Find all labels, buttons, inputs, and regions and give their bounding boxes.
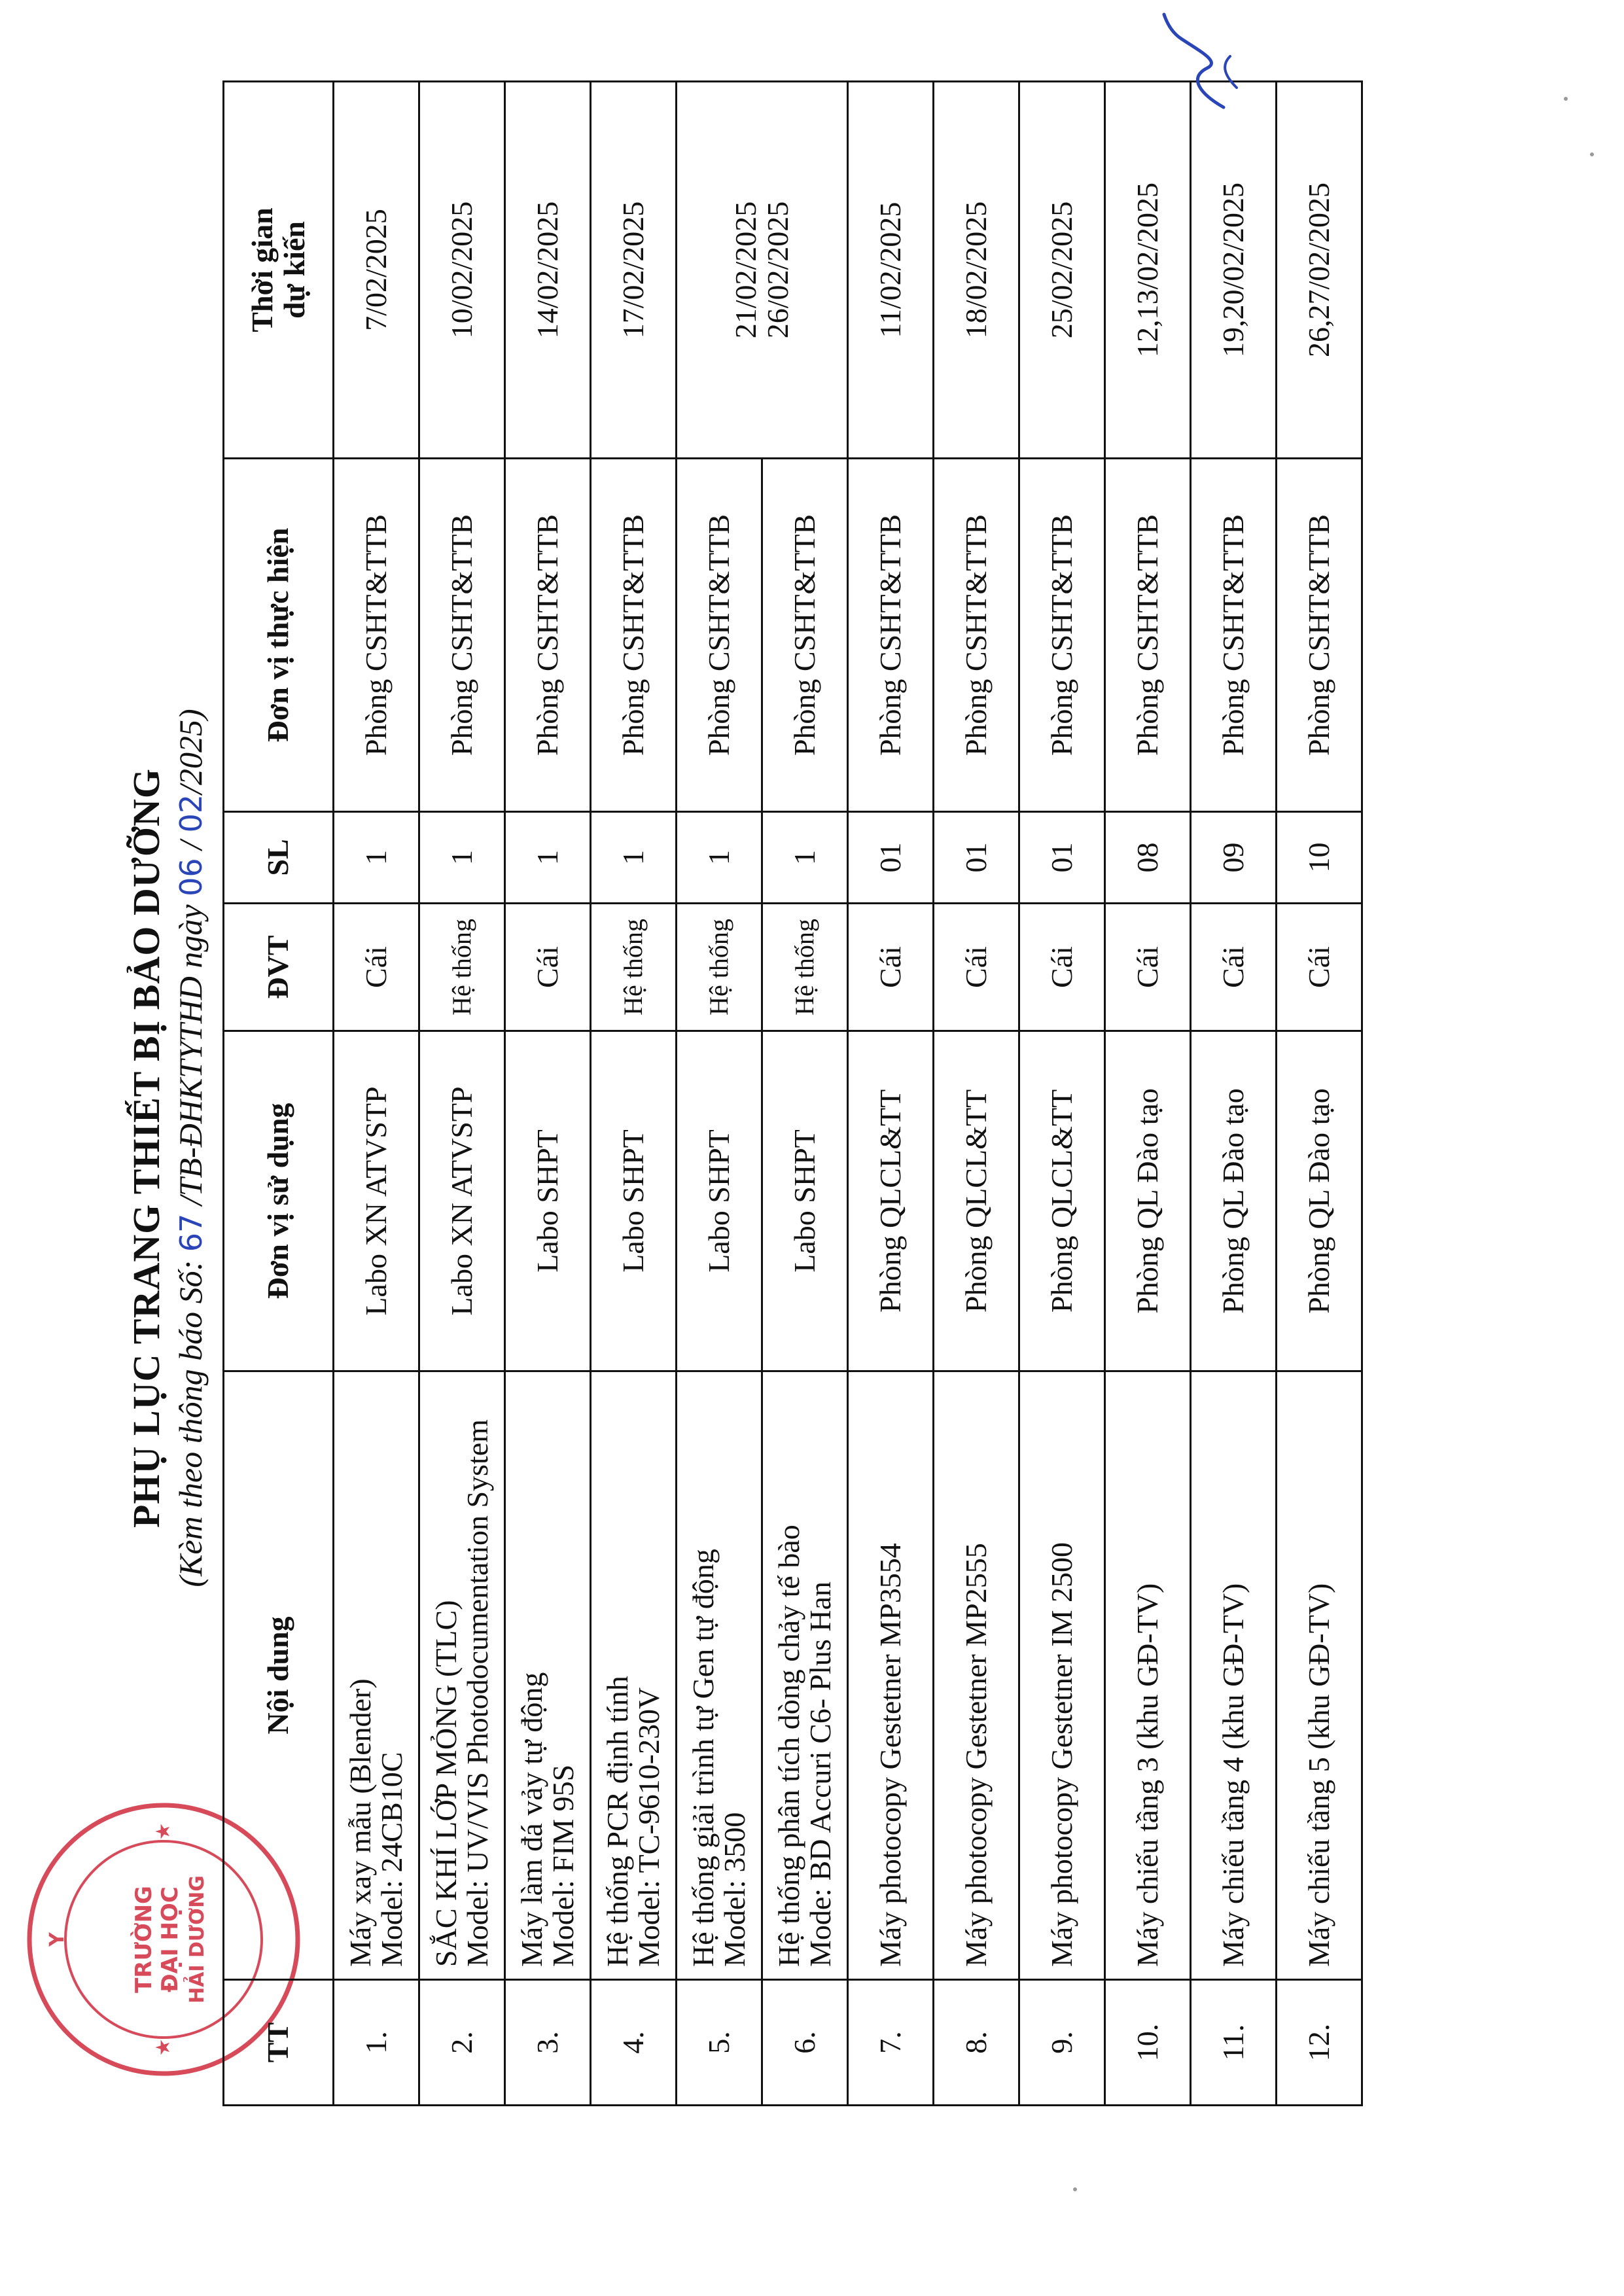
header-thoi-gian-line2: dự kiến [277, 221, 311, 319]
document-title: PHỤ LỤC TRANG THIẾT BỊ BẢO DƯỠNG [125, 768, 168, 1528]
svg-text:HẢI DƯƠNG: HẢI DƯƠNG [186, 1875, 209, 2004]
row-content: Máy photocopy Gestetner MP3554 [848, 1371, 934, 1980]
table-row [1019, 82, 1105, 2106]
row-content: Máy photocopy Gestetner IM 2500 [1019, 1371, 1105, 1980]
table-header-row [224, 82, 334, 2106]
svg-text:★: ★ [152, 2038, 175, 2057]
row-tt: 3. [505, 1980, 591, 2106]
handwritten-day: 06 [173, 858, 209, 896]
header-don-vi-su-dung: Đơn vị sử dụng [224, 1031, 334, 1371]
row-content-line1: Máy xay mẫu (Blender) [343, 1678, 377, 1967]
row-sl: 1 [505, 812, 591, 904]
row-date: 17/02/2025 [591, 82, 677, 459]
row-content-line1: Hệ thống giải trình tự Gen tự động [686, 1549, 720, 1967]
table-row [505, 82, 591, 2106]
row-exec: Phòng CSHT&TTB [334, 459, 419, 812]
row-content [762, 1371, 848, 1980]
row-exec: Phòng CSHT&TTB [1105, 459, 1191, 812]
row-date: 10/02/2025 [419, 82, 505, 459]
row-tt: 2. [419, 1980, 505, 2106]
handwritten-initial-mark [1161, 9, 1246, 114]
row-dvt: Cái [505, 904, 591, 1031]
row-dvt: Hệ thống [591, 904, 677, 1031]
header-noi-dung: Nội dung [224, 1371, 334, 1980]
row-exec: Phòng CSHT&TTB [1277, 459, 1362, 812]
table-row [1277, 82, 1362, 2106]
header-tt: TT [224, 1980, 334, 2106]
row-tt: 6. [762, 1980, 848, 2106]
svg-text:TRƯỜNG: TRƯỜNG [131, 1886, 157, 1993]
row-date: 26,27/02/2025 [1277, 82, 1362, 459]
row-dvt: Cái [334, 904, 419, 1031]
row-content-line1: Hệ thống phân tích dòng chảy tế bào [771, 1525, 805, 1967]
row-content-line2: Model: UV/VIS Photodocumentation System [461, 1419, 494, 1967]
row-exec: Phòng CSHT&TTB [1019, 459, 1105, 812]
row-exec: Phòng CSHT&TTB [419, 459, 505, 812]
table-row [1191, 82, 1277, 2106]
row-unit-use: Phòng QL Đào tạo [1277, 1031, 1362, 1371]
subtitle-suffix: /2025) [172, 709, 209, 794]
row-tt: 12. [1277, 1980, 1362, 2106]
row-exec: Phòng CSHT&TTB [591, 459, 677, 812]
row-unit-use: Phòng QL Đào tạo [1105, 1031, 1191, 1371]
row-sl: 1 [334, 812, 419, 904]
equipment-table [222, 80, 1363, 2106]
document-subtitle: (Kèm theo thông báo Số: 67 /TB-ĐHKTYTHD ngày 06 / 02/2025) [172, 709, 209, 1587]
row-tt: 7. [848, 1980, 934, 2106]
row-unit-use: Labo XN ATVSTP [419, 1031, 505, 1371]
row-dvt: Cái [934, 904, 1019, 1031]
subtitle-prefix: (Kèm theo thông báo Số: [172, 1260, 209, 1587]
row-sl: 1 [419, 812, 505, 904]
row-exec: Phòng CSHT&TTB [1191, 459, 1277, 812]
header-don-vi-thuc-hien: Đơn vị thực hiện [224, 459, 334, 812]
row-content-line2: Mode: BD Accuri C6- Plus Han [803, 1581, 837, 1967]
table-row [334, 82, 419, 2106]
svg-text:★: ★ [152, 1822, 175, 1841]
row-content: Máy chiếu tầng 4 (khu GĐ-TV) [1191, 1371, 1277, 1980]
row-content-line1: SẮC KHÍ LỚP MỎNG (TLC) [429, 1600, 463, 1967]
handwritten-month: 02 [173, 794, 209, 833]
row-unit-use: Labo XN ATVSTP [334, 1031, 419, 1371]
row-content-line2: Model: FIM 95S [546, 1764, 580, 1967]
row-content: Máy chiếu tầng 5 (khu GĐ-TV) [1277, 1371, 1362, 1980]
row-tt: 10. [1105, 1980, 1191, 2106]
row-unit-use: Phòng QL Đào tạo [1191, 1031, 1277, 1371]
table-row [591, 82, 677, 2106]
row-date: 11/02/2025 [848, 82, 934, 459]
row-tt: 5. [677, 1980, 762, 2106]
row-unit-use: Labo SHPT [677, 1031, 762, 1371]
row-sl: 1 [677, 812, 762, 904]
row-unit-use: Labo SHPT [762, 1031, 848, 1371]
row-unit-use: Labo SHPT [505, 1031, 591, 1371]
row-sl: 01 [934, 812, 1019, 904]
svg-text:Y: Y [46, 1932, 69, 1947]
row-content [591, 1371, 677, 1980]
row-tt: 8. [934, 1980, 1019, 2106]
table-row [934, 82, 1019, 2106]
handwritten-number: 67 [173, 1213, 209, 1252]
scan-speck [1073, 2187, 1077, 2191]
row-content [419, 1371, 505, 1980]
table-row [419, 82, 505, 2106]
row-content-line2: Model: TC-9610-230V [632, 1687, 665, 1967]
row-content-line2: Model: 24CB10C [375, 1752, 408, 1967]
row-exec: Phòng CSHT&TTB [934, 459, 1019, 812]
header-dvt: ĐVT [224, 904, 334, 1031]
row-tt: 11. [1191, 1980, 1277, 2106]
row-content [334, 1371, 419, 1980]
row-dvt: Hệ thống [762, 904, 848, 1031]
svg-text:ĐẠI HỌC: ĐẠI HỌC [157, 1886, 183, 1992]
row-sl: 01 [1019, 812, 1105, 904]
row-sl: 1 [591, 812, 677, 904]
merged-date-line1: 21/02/2025 [729, 201, 763, 339]
row-unit-use: Labo SHPT [591, 1031, 677, 1371]
row-date: 14/02/2025 [505, 82, 591, 459]
row-dvt: Hệ thống [677, 904, 762, 1031]
row-sl: 1 [762, 812, 848, 904]
row-date: 12,13/02/2025 [1105, 82, 1191, 459]
header-thoi-gian-line1: Thời gian [245, 207, 279, 332]
row-unit-use: Phòng QLCL&TT [934, 1031, 1019, 1371]
row-content-line1: Hệ thống PCR định tính [600, 1676, 634, 1967]
row-content-line1: Máy làm đá vảy tự động [514, 1672, 548, 1967]
row-exec: Phòng CSHT&TTB [848, 459, 934, 812]
row-sl: 10 [1277, 812, 1362, 904]
row-dvt: Cái [1191, 904, 1277, 1031]
row-sl: 08 [1105, 812, 1191, 904]
row-sl: 01 [848, 812, 934, 904]
row-content: Máy chiếu tầng 3 (khu GĐ-TV) [1105, 1371, 1191, 1980]
row-dvt: Cái [1019, 904, 1105, 1031]
table-row [677, 82, 762, 2106]
row-content [505, 1371, 591, 1980]
row-content-line2: Model: 3500 [718, 1812, 751, 1967]
row-tt: 4. [591, 1980, 677, 2106]
merged-date-cell [677, 82, 848, 459]
row-tt: 1. [334, 1980, 419, 2106]
row-dvt: Cái [1105, 904, 1191, 1031]
row-exec: Phòng CSHT&TTB [505, 459, 591, 812]
scan-speck [1564, 97, 1568, 101]
row-dvt: Cái [848, 904, 934, 1031]
row-content [677, 1371, 762, 1980]
table-row [1105, 82, 1191, 2106]
row-content: Máy photocopy Gestetner MP2555 [934, 1371, 1019, 1980]
row-sl: 09 [1191, 812, 1277, 904]
table-row [848, 82, 934, 2106]
row-date: 19,20/02/2025 [1191, 82, 1277, 459]
row-unit-use: Phòng QLCL&TT [848, 1031, 934, 1371]
row-date: 7/02/2025 [334, 82, 419, 459]
row-date: 18/02/2025 [934, 82, 1019, 459]
subtitle-mid: /TB-ĐHKTYTHD ngày [172, 904, 209, 1206]
row-tt: 9. [1019, 1980, 1105, 2106]
row-exec: Phòng CSHT&TTB [762, 459, 848, 812]
header-thoi-gian [224, 82, 334, 459]
row-dvt: Cái [1277, 904, 1362, 1031]
merged-date-line2: 26/02/2025 [760, 201, 794, 339]
row-exec: Phòng CSHT&TTB [677, 459, 762, 812]
row-date: 25/02/2025 [1019, 82, 1105, 459]
header-sl: SL [224, 812, 334, 904]
row-dvt: Hệ thống [419, 904, 505, 1031]
row-unit-use: Phòng QLCL&TT [1019, 1031, 1105, 1371]
scan-speck [1590, 152, 1594, 156]
